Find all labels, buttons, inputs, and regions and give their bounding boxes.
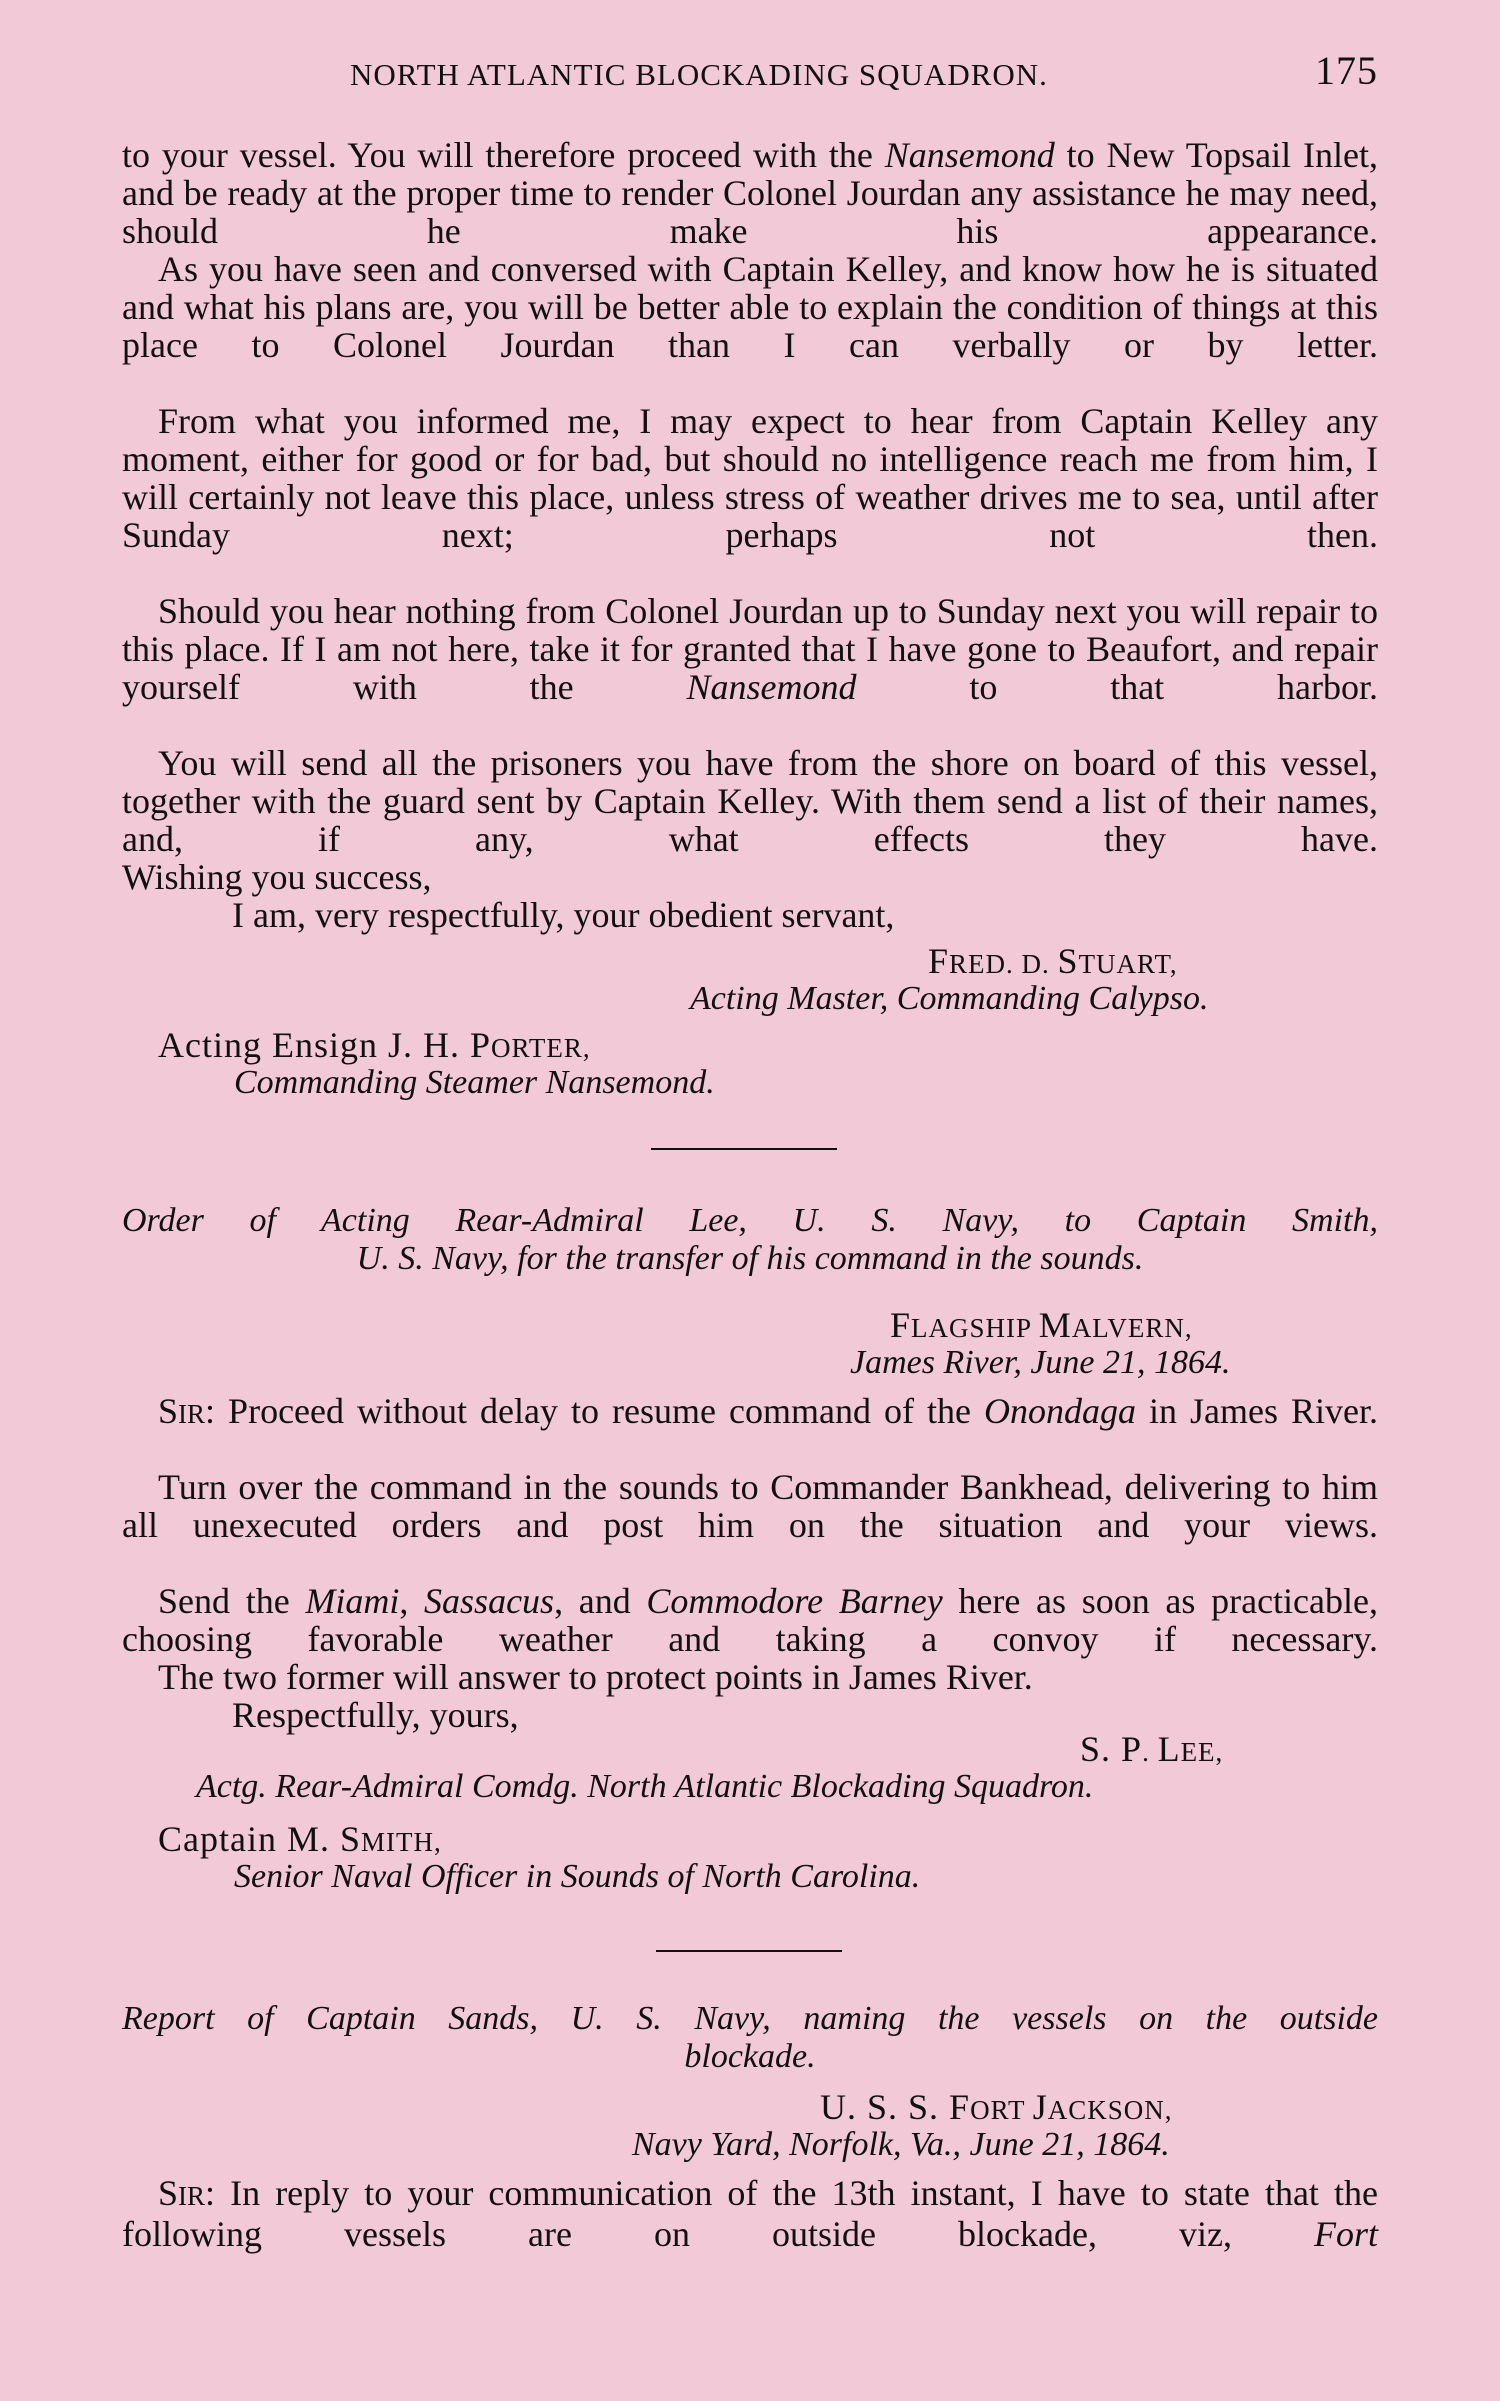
text-run: , and <box>554 1581 647 1621</box>
addressee-porter <box>158 1026 591 1067</box>
signature-title: Acting Master, Commanding Calypso. <box>690 980 1209 1017</box>
text-run: In reply to your communication of the 13th instant, I have to state that the following vessels are on outside blockade, viz, <box>122 2173 1378 2254</box>
page-number: 175 <box>1315 48 1378 93</box>
ship-name: Onondaga <box>983 1391 1136 1431</box>
ship-name: Commodore Barney <box>646 1581 943 1621</box>
sc-rest: ALVERN, <box>1071 1313 1193 1343</box>
addressee-smith <box>158 1820 442 1861</box>
sc-rest: MITH, <box>361 1827 442 1857</box>
paragraph-1 <box>122 136 1378 250</box>
sc-rest: . <box>1142 1737 1158 1767</box>
text-run: Should you hear nothing from Colonel Jourdan up to Sunday next you will repair to this place. If I am not here, take it for granted that I have gone to Beaufort, and repair yourself with the <box>122 591 1378 707</box>
text-run: to your vessel. You will therefore proceed with the <box>122 135 885 175</box>
text-run: here as soon as practicable, choosing favorable weather and taking a convoy if necessary. <box>122 1581 1378 1659</box>
ship-name: Miami <box>305 1581 400 1621</box>
order-date: James River, June 21, 1864. <box>850 1344 1231 1381</box>
text-run: Send the <box>158 1581 306 1621</box>
text-run: , <box>399 1581 425 1621</box>
closing-line: I am, very respectfully, your obedient servant, <box>232 895 895 935</box>
ship-name: Sassacus <box>424 1581 555 1621</box>
order-heading-line1: Order of Acting Rear-Admiral Lee, U. S. Navy, to Captain Smith, <box>122 1202 1378 1239</box>
salutation-colon: : <box>205 2173 216 2213</box>
page-header <box>122 48 1378 98</box>
order-paragraph-1 <box>122 1392 1378 1433</box>
order-closing: Respectfully, yours, <box>232 1695 519 1735</box>
paragraph-5: You will send all the prisoners you have from the shore on board of this vessel, together with the guard sent by Captain Kelley. With them send a list of their names, and, if any, what effects they have. <box>122 743 1378 859</box>
text-run: to New Topsail Inlet, and be ready at the proper time to render Colonel Jourdan any assistance he may need, should he make his appearance. <box>122 135 1379 251</box>
order-heading-line2: U. S. Navy, for the transfer of his command in the sounds. <box>356 1240 1144 1277</box>
sc-rest: TUART, <box>1078 949 1178 979</box>
salutation-cap: S <box>158 1391 179 1431</box>
paragraph-4 <box>122 592 1378 706</box>
salutation-colon: : <box>205 1391 216 1431</box>
addressee-prefix: Acting Ensign J. H. <box>158 1025 470 1065</box>
sc-rest: ACKSON, <box>1047 2095 1173 2125</box>
sc-cap: S <box>339 1819 362 1859</box>
sc-cap: S <box>1057 941 1079 981</box>
sc-cap: M <box>1038 1305 1072 1345</box>
order-paragraph-4: The two former will answer to protect points in James River. <box>158 1657 1033 1697</box>
ship-name: Nansemond <box>686 667 857 707</box>
ship-name: Nansemond <box>884 135 1055 175</box>
signature-lee-title: Actg. Rear-Admiral Comdg. North Atlantic Blockading Squadron. <box>196 1768 1094 1805</box>
addressee-smith-title: Senior Naval Officer in Sounds of North Carolina. <box>234 1858 921 1895</box>
addressee-title: Commanding Steamer Nansemond. <box>234 1064 715 1101</box>
text-run: to that harbor. <box>856 667 1378 707</box>
place-prefix: U. S. S. <box>820 2087 950 2127</box>
sc-rest: ORTER, <box>491 1033 591 1063</box>
text-run: Proceed without delay to resume command of the <box>215 1391 984 1431</box>
sc-rest: RED. D. <box>949 949 1058 979</box>
salutation-rest: IR <box>178 2181 206 2211</box>
running-head: NORTH ATLANTIC BLOCKADING SQUADRON. <box>350 57 1048 92</box>
sc-cap: P <box>470 1025 492 1065</box>
signature-lee <box>1080 1730 1223 1771</box>
order-paragraph-3 <box>122 1582 1378 1658</box>
sc-rest: LAGSHIP <box>911 1313 1039 1343</box>
sc-rest: ORT <box>970 2095 1033 2125</box>
ship-name: Fort <box>1313 2214 1378 2254</box>
signature-stuart <box>928 942 1178 983</box>
paragraph-3: From what you informed me, I may expect to hear from Captain Kelley any moment, either for good or for bad, but should no intelligence reach me from him, I will certainly not leave this place, unless stress of weather drives me to sea, until after Sunday next; perhaps not then. <box>122 401 1378 555</box>
salutation-rest: IR <box>178 1399 206 1429</box>
order-place <box>890 1306 1193 1347</box>
sc-rest: EE, <box>1180 1737 1224 1767</box>
text-run: in James River. <box>1135 1391 1379 1431</box>
report-date: Navy Yard, Norfolk, Va., June 21, 1864. <box>632 2126 1170 2163</box>
paragraph-2: As you have seen and conversed with Captain Kelley, and know how he is situated and what his plans are, you will be better able to explain the condition of things at this place to Colonel Jourdan than I can verbally or by letter. <box>122 249 1378 365</box>
section-divider <box>651 1148 837 1150</box>
salutation-cap: S <box>158 2173 179 2213</box>
sc-cap: L <box>1157 1729 1181 1769</box>
sc-cap: F <box>890 1305 912 1345</box>
report-paragraph-1 <box>122 2174 1378 2253</box>
report-place <box>820 2088 1173 2129</box>
section-divider <box>656 1950 842 1952</box>
report-heading-line2: blockade. <box>684 2038 816 2075</box>
report-heading-line1: Report of Captain Sands, U. S. Navy, naming the vessels on the outside <box>122 2000 1378 2037</box>
sc-cap: F <box>928 941 950 981</box>
wishing-line: Wishing you success, <box>122 857 432 897</box>
sc-cap: F <box>949 2087 971 2127</box>
addressee-prefix: Captain M. <box>158 1819 340 1859</box>
sc-cap: P <box>1121 1729 1143 1769</box>
order-paragraph-2: Turn over the command in the sounds to Commander Bankhead, delivering to him all unexecuted orders and post him on the situation and your views. <box>122 1467 1378 1545</box>
sig-prefix: S. <box>1080 1729 1122 1769</box>
sc-cap: J <box>1032 2087 1048 2127</box>
